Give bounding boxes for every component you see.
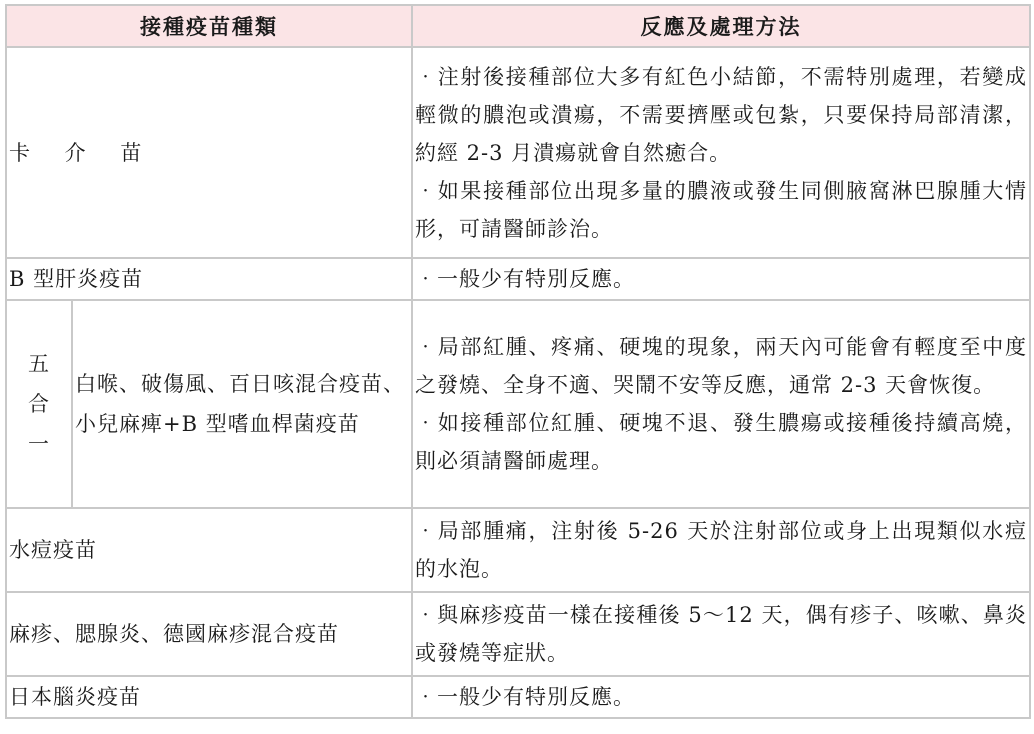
- reaction-cell: [412, 676, 1030, 718]
- vaccine-name: 水痘疫苗: [6, 508, 412, 592]
- header-vaccine-type: 接種疫苗種類: [6, 5, 412, 47]
- group-char: 五: [28, 352, 50, 376]
- reaction-text: ‧如接種部位紅腫、硬塊不退、發生膿瘍或接種後持續高燒，則必須請醫師處理。: [415, 411, 1027, 473]
- reaction-text: ‧如果接種部位出現多量的膿液或發生同側腋窩淋巴腺腫大情形，可請醫師診治。: [415, 178, 1027, 241]
- group-char: 一: [28, 432, 50, 456]
- reaction-text: ‧一般少有特別反應。: [415, 267, 635, 291]
- reaction-text: ‧注射後接種部位大多有紅色小結節，不需特別處理，若變成輕微的膿泡或潰瘍，不需要擠壓或包紮，只要保持局部清潔，約經 2-3 月潰瘍就會自然癒合。: [415, 64, 1027, 165]
- reaction-text: ‧一般少有特別反應。: [415, 685, 635, 709]
- reaction-text: ‧局部腫痛，注射後 5-26 天於注射部位或身上出現類似水痘的水泡。: [415, 519, 1027, 581]
- table-row: [6, 47, 1030, 258]
- group-char: 合: [28, 392, 50, 416]
- vaccine-name: 卡 介 苗: [6, 47, 412, 258]
- table-row: [6, 258, 1030, 300]
- vaccine-name: 日本腦炎疫苗: [6, 676, 412, 718]
- table-row: [6, 508, 1030, 592]
- vaccine-name: B 型肝炎疫苗: [6, 258, 412, 300]
- vaccine-name: [72, 300, 412, 508]
- reaction-cell: [412, 47, 1030, 258]
- reaction-text: ‧與麻疹疫苗一樣在接種後 5～12 天，偶有疹子、咳嗽、鼻炎或發燒等症狀。: [415, 603, 1027, 665]
- reaction-text: ‧局部紅腫、疼痛、硬塊的現象，兩天內可能會有輕度至中度之發燒、全身不適、哭鬧不安等反應，通常 2-3 天會恢復。: [415, 335, 1027, 397]
- reaction-cell: [412, 592, 1030, 676]
- vaccine-reaction-table: [5, 4, 1031, 719]
- table-header-row: [6, 5, 1030, 47]
- vaccine-name: 麻疹、腮腺炎、德國麻疹混合疫苗: [6, 592, 412, 676]
- reaction-cell: [412, 258, 1030, 300]
- header-reaction: 反應及處理方法: [412, 5, 1030, 47]
- reaction-cell: [412, 300, 1030, 508]
- reaction-cell: [412, 508, 1030, 592]
- five-in-one-label: [6, 300, 72, 508]
- table-row: [6, 300, 1030, 508]
- vaccine-name-text: 白喉、破傷風、百日咳混合疫苗、小兒麻痺+B 型嗜血桿菌疫苗: [75, 372, 405, 436]
- table-row: [6, 676, 1030, 718]
- table-row: [6, 592, 1030, 676]
